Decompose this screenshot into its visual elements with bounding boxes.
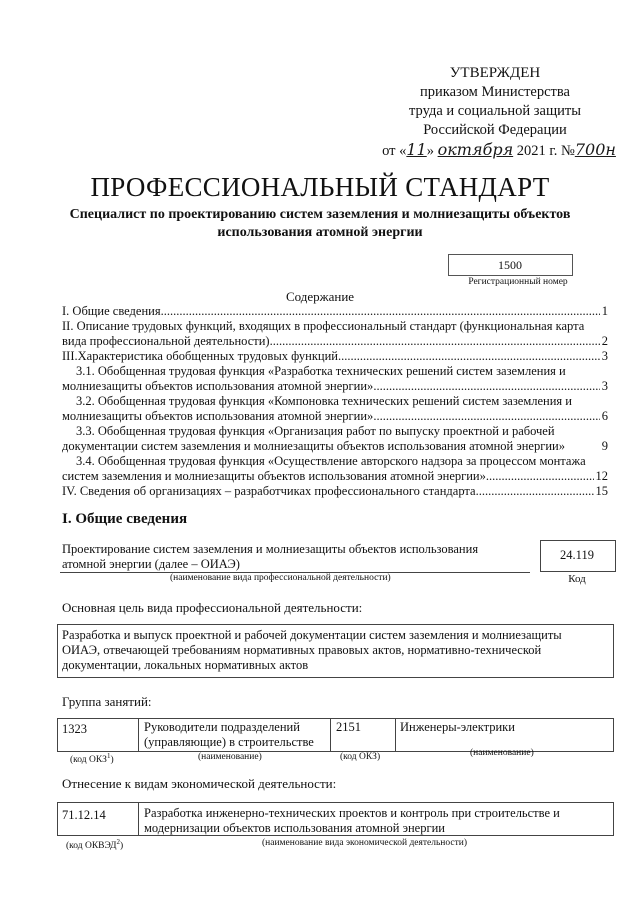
- toc-item[interactable]: документации систем заземления и молниезащиты объектов использования атомной энергии»: [62, 439, 565, 453]
- group-name: Руководители подразделений (управляющие) в строительстве: [144, 720, 314, 749]
- date-month: октября: [437, 140, 514, 159]
- toc-item[interactable]: молниезащиты объектов использования атомной энергии» .....: [62, 379, 608, 394]
- table-of-contents: [62, 304, 608, 498]
- approval-country-line: Российской Федерации: [423, 122, 567, 138]
- document-subtitle: [50, 206, 590, 242]
- approval-order-line: приказом Министерства: [420, 84, 570, 100]
- toc-item[interactable]: 3.4. Обобщенная трудовая функция «Осуществление авторского надзора за процессом монтажа: [76, 454, 586, 468]
- document-title: ПРОФЕССИОНАЛЬНЫЙ СТАНДАРТ: [90, 172, 550, 202]
- toc-page: 1: [601, 304, 608, 318]
- approval-date-line: [360, 140, 630, 161]
- toc-item[interactable]: I. Общие сведения .....: [62, 304, 608, 319]
- toc-item[interactable]: вида профессиональной деятельности) .....: [62, 334, 608, 349]
- toc-title: Содержание: [285, 289, 355, 304]
- okved-name-caption: (наименование вида экономической деятельности): [262, 838, 467, 848]
- okved-table-divider: [138, 802, 139, 836]
- toc-item[interactable]: III.Характеристика обобщенных трудовых функций .....: [62, 349, 608, 364]
- subtitle-line-1: Специалист по проектированию систем заземления и молниезащиты объектов: [69, 207, 571, 222]
- toc-item[interactable]: систем заземления и молниезащиты объектов использования атомной энергии» .....: [62, 469, 608, 484]
- activity-name: Проектирование систем заземления и молниезащиты объектов использования атомной энергии (далее – ОИАЭ): [62, 542, 479, 571]
- goal-label: Основная цель вида профессиональной деятельности:: [62, 600, 363, 615]
- toc-item[interactable]: молниезащиты объектов использования атомной энергии» .....: [62, 409, 608, 424]
- group-name: Инженеры-электрики: [400, 720, 515, 734]
- okved-caption: (код ОКВЭД$^2$): [66, 838, 124, 852]
- toc-item[interactable]: II. Описание трудовых функций, входящих в профессиональный стандарт (функциональная карта: [62, 319, 585, 333]
- section-heading: I. Общие сведения: [62, 511, 188, 527]
- subtitle-line-2: использования атомной энергии: [217, 225, 423, 240]
- registration-label: Регистрационный номер: [468, 277, 568, 287]
- toc-item[interactable]: 3.1. Обобщенная трудовая функция «Разработка технических решений систем заземления и: [76, 364, 566, 378]
- toc-page: 12: [595, 469, 608, 483]
- order-number: 700н: [574, 140, 616, 159]
- group-table-divider: [330, 718, 331, 752]
- econ-label: Отнесение к видам экономической деятельности:: [62, 776, 337, 791]
- name-caption: (наименование): [198, 752, 262, 762]
- group-code: 2151: [336, 720, 361, 734]
- approval-block: [360, 64, 630, 161]
- toc-page: 15: [595, 484, 608, 498]
- approval-heading: УТВЕРЖДЕН: [449, 65, 541, 81]
- name-caption: (наименование): [470, 748, 534, 758]
- goal-text: Разработка и выпуск проектной и рабочей документации систем заземления и молниезащиты ОИАЭ, отвечающей требованиям нормативных правовых актов, нормативно-технической документации, локальных нормативных актов: [62, 628, 562, 672]
- toc-item[interactable]: 3.3. Обобщенная трудовая функция «Организация работ по выпуску проектной и рабочей: [76, 424, 555, 438]
- registration-number-box: [448, 254, 573, 276]
- group-label: Группа занятий:: [62, 694, 152, 709]
- group-table-divider: [138, 718, 139, 752]
- registration-number: 1500: [498, 258, 522, 272]
- okved-name: Разработка инженерно-технических проектов и контроль при строительстве и модернизации объектов использования атомной энергии: [144, 806, 560, 835]
- date-prefix: от «: [382, 143, 407, 159]
- group-code: 1323: [62, 722, 87, 736]
- code-caption: Код: [568, 573, 586, 585]
- okz-caption: (код ОКЗ): [340, 752, 381, 762]
- toc-page: 6: [601, 409, 608, 423]
- okved-code: 71.12.14: [62, 808, 106, 822]
- toc-page: 3: [601, 349, 608, 363]
- toc-page: 3: [601, 379, 608, 393]
- date-mid: »: [426, 143, 434, 159]
- toc-page: 9: [601, 439, 608, 453]
- date-day: 11: [406, 140, 427, 159]
- date-year: 2021 г. №: [516, 143, 575, 159]
- activity-caption: (наименование вида профессиональной деятельности): [170, 573, 391, 583]
- approval-ministry-line: труда и социальной защиты: [409, 103, 581, 119]
- activity-code: 24.119: [560, 548, 594, 562]
- toc-page: 2: [601, 334, 608, 348]
- okz-caption: (код ОКЗ$^1$): [70, 752, 114, 766]
- group-table-divider: [395, 718, 396, 752]
- toc-item[interactable]: IV. Сведения об организациях – разработчиках профессионального стандарта .....: [62, 484, 608, 499]
- toc-item[interactable]: 3.2. Обобщенная трудовая функция «Компоновка технических решений систем заземления и: [76, 394, 572, 408]
